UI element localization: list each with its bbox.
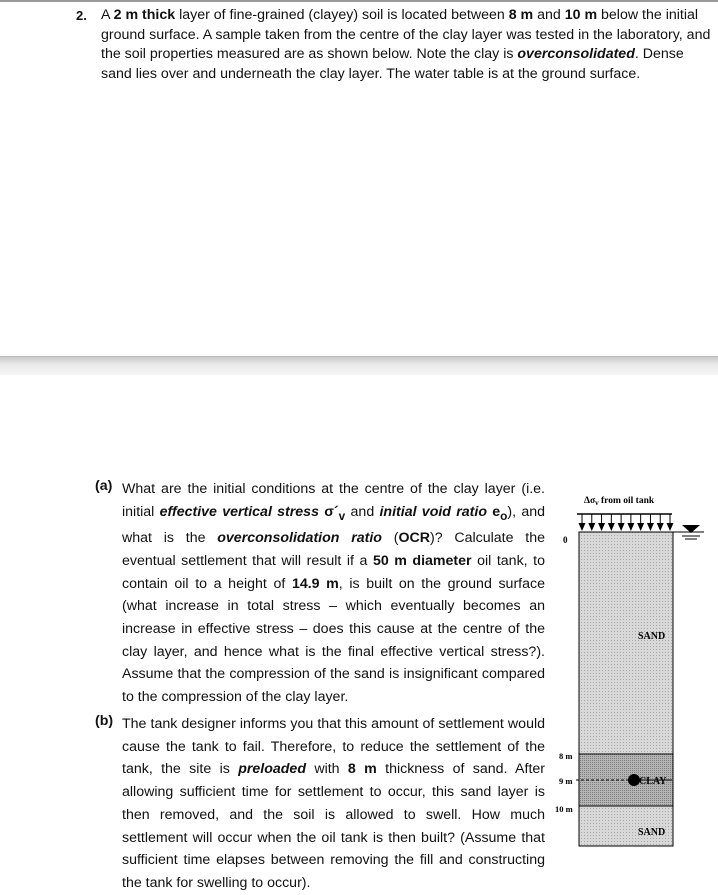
- clay-label: CLAY: [639, 776, 667, 787]
- load-label: $\Delta\sigma_v$ from oil tank: [584, 496, 655, 507]
- load-arrow-head: [647, 523, 654, 531]
- part-a-label: (a): [95, 478, 113, 494]
- load-arrow-head: [579, 523, 586, 531]
- part-b-label: (b): [95, 713, 114, 729]
- load-arrow-head: [637, 523, 644, 531]
- soil-profile-figure: [554, 490, 718, 852]
- load-arrow-head: [588, 523, 595, 531]
- load-arrow-head: [667, 523, 674, 531]
- part-b-text: The tank designer informs you that this amount of settlement would cause the tank to fail. Therefore, to reduce the settlement of the tank, the site is preloaded with 8 m thickness of sand. After allowing sufficient time for settlement to occur, this sand layer is then removed, and the soil is allowed to swell. How much settlement will occur when the oil tank is then built? (Assume that sufficient time elapses between removing the fill and constructing the tank for swelling to occur).: [122, 716, 546, 891]
- depth-label-0: 0: [563, 535, 568, 545]
- page-break: [0, 356, 718, 375]
- depth-label-9m: 9 m: [559, 776, 573, 786]
- load-arrows: [579, 514, 674, 531]
- depth-label-10m: 10 m: [555, 804, 573, 814]
- load-arrow-head: [618, 523, 625, 531]
- load-arrow-head: [608, 523, 615, 531]
- depth-label-8m: 8 m: [559, 751, 573, 761]
- sand-upper-layer: [579, 532, 673, 754]
- question-text: A 2 m thick layer of fine-grained (clayey) soil is located between 8 m and 10 m below the initial ground surface. A sample taken from the centre of the clay layer was tested in the laboratory, and the soil properties measured are as shown below. Note the clay is overconsolidated. Dense sand lies over and underneath the clay layer. The water table is at the ground surface.: [101, 7, 711, 82]
- sand-lower-label: SAND: [638, 827, 666, 838]
- question-number: 2.: [76, 8, 87, 23]
- load-arrow-head: [598, 523, 605, 531]
- top-rule: [0, 0, 718, 2]
- load-arrow-head: [657, 523, 664, 531]
- sand-upper-label: SAND: [638, 631, 666, 642]
- part-a-text: What are the initial conditions at the centre of the clay layer (i.e. initial effective vertical stress $\sigma´_v$ and initial void ratio $e_o$), and what is the overconsolidation ratio (OCR)? Calculate the eventual settlement that will result if a 50 m diameter oil tank, to contain oil to a height of 14.9 m, is built on the ground surface (what increase in total stress – which eventually becomes an increase in effective stress – does this cause at the centre of the clay layer, and hence what is the final effective vertical stress?). Assume that the compression of the sand is insignificant compared to the compression of the clay layer.: [122, 481, 546, 706]
- sand-lower-layer: [579, 806, 673, 846]
- load-arrow-head: [627, 523, 634, 531]
